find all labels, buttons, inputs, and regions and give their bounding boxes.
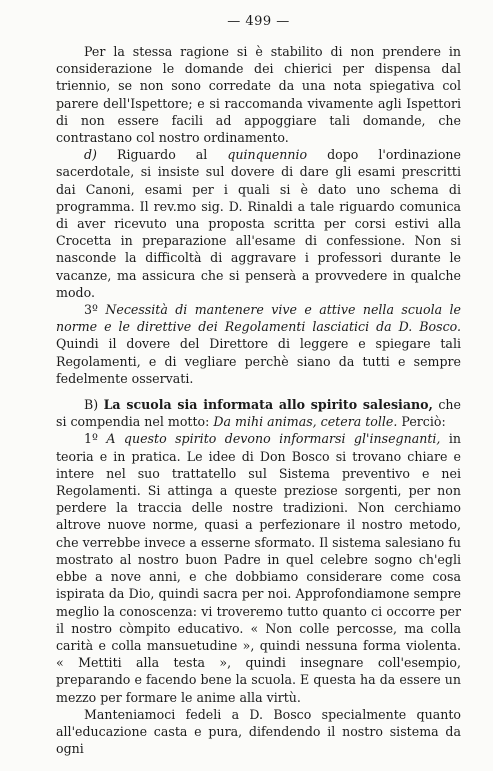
- regolamenti-text: Quindi il dovere del Direttore di leggere e spiegare tali Regolamenti, e di vegliare perchè siano da tutti e sempre fedelmente osservati.: [56, 336, 461, 386]
- quinquennio-text-a: Riguardo al: [116, 147, 208, 163]
- paragraph-educazione-casta: Manteniamoci fedeli a D. Bosco specialmente quanto all'educazione casta e pura, difendendo il nostro sistema da ogni: [56, 706, 461, 757]
- paragraph-quinquennio: [56, 146, 461, 301]
- paragraph-insegnanti: [56, 430, 461, 705]
- section-label-b: B): [84, 397, 99, 413]
- motto: Da mihi animas, cetera tolle.: [213, 414, 398, 430]
- motto-intro: che si compendia nel motto:: [56, 397, 461, 430]
- page-number: — 499 —: [227, 14, 290, 29]
- item-label-1: 1º: [84, 431, 98, 447]
- quinquennio-term: quinquennio: [227, 147, 308, 163]
- paragraph-dispensa-triennio: Per la stessa ragione si è stabilito di non prendere in considerazione le domande dei chierici per dispensa dal triennio, se non sono corredate da una nota spiegativa col parere dell'Ispettore; e si raccomanda vivamente agli Ispettori di non essere facili ad appoggiare tali domande, che contrastano col nostro ordinamento.: [56, 44, 461, 146]
- insegnanti-heading: A questo spirito devono informarsi gl'insegnanti,: [106, 431, 441, 447]
- insegnanti-text: in teoria e in pratica. Le idee di Don Bosco si trovano chiare e intere nel suo trattatello sul Sistema preventivo e nei Regolamenti. Si attinga a queste preziose sorgenti, per non perdere la traccia delle nostre tradizioni. Non cerchiamo altrove nuove norme, quasi a perfezionare il nostro metodo, che verrebbe invece a esserne sformato. Il sistema salesiano fu mostrato al nostro buon Padre in quel celebre sogno ch'egli ebbe a nove anni, e che dobbiamo considerare come cosa ispirata da Dio, quindi sacra per noi. Approfondiamone sempre meglio la conoscenza: vi troveremo tutto quanto ci occorre per il nostro còmpito educativo. « Non colle percosse, ma colla carità e colla mansuetudine », quindi nessuna forma violenta. « Mettiti alla testa », quindi insegnare coll'esempio, preparando e facendo bene la scuola. E questa ha da essere un mezzo per formare le anime alla virtù.: [56, 431, 462, 705]
- body-text: [56, 43, 461, 757]
- quinquennio-text-b: dopo l'ordinazione sacerdotale, si insiste sul dovere di dare gli esami prescritti dai Canoni, esami per i quali si è dato uno schema di programma. Il rev.mo sig. D. Rinaldi a tale riguardo comunica di aver ricevuto una proposta scritta per corsi estivi alla Crocetta in preparazione all'esame di confessione. Non si nasconde la difficoltà di aggravare i professori durante le vacanze, ma assicura che si penserà a provvedere in qualche modo.: [56, 147, 461, 300]
- item-label-d: d): [84, 147, 97, 163]
- section-gap: [56, 387, 461, 396]
- paragraph-regolamenti: [56, 301, 461, 387]
- paragraph-spirito-salesiano: [56, 396, 461, 430]
- regolamenti-heading: Necessità di mantenere vive e attive nella scuola le norme e le direttive dei Regolamenti lasciatici da D. Bosco.: [56, 302, 461, 335]
- motto-after: Perciò:: [401, 414, 446, 430]
- item-label-3: 3º: [84, 302, 98, 318]
- section-heading-spirito: La scuola sia informata allo spirito salesiano,: [103, 397, 433, 413]
